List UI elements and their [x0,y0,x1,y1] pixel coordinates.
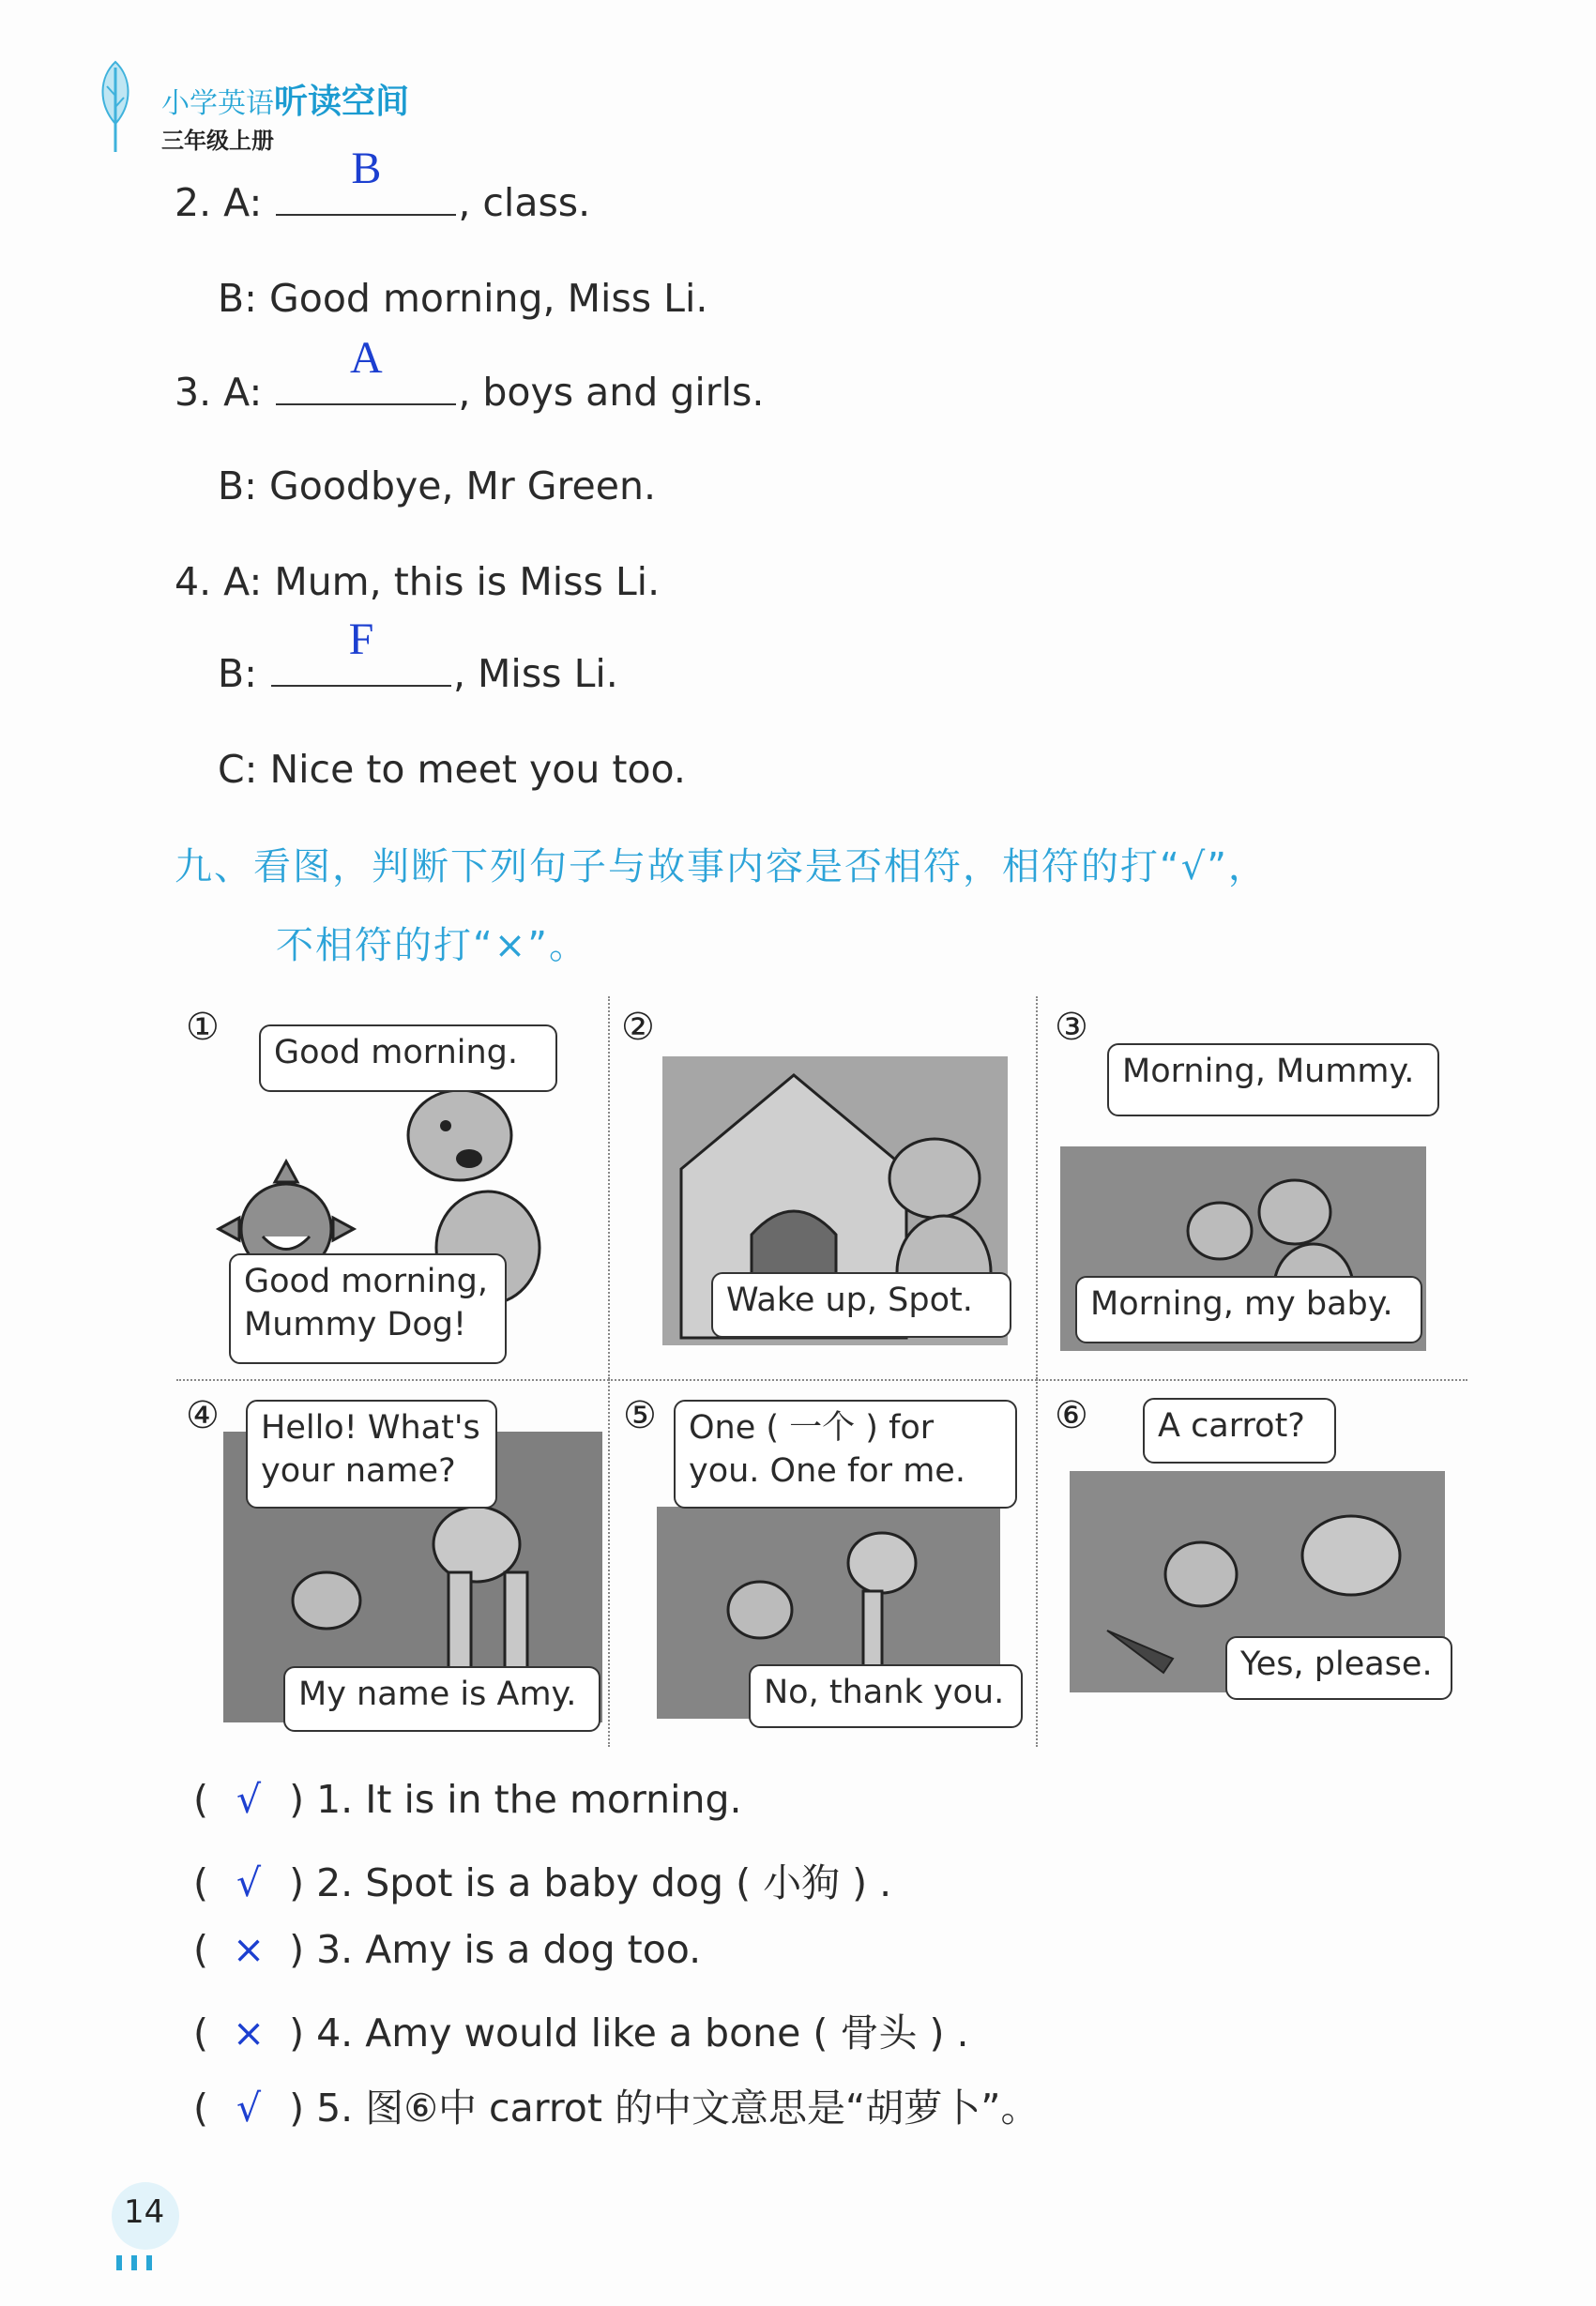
section-heading-line1: 九、看图，判断下列句子与故事内容是否相符，相符的打“√”， [175,845,1268,888]
grid-divider [608,1379,610,1747]
speech-bubble: Yes, please. [1225,1636,1452,1700]
speech-bubble: A carrot? [1143,1398,1336,1464]
judgment-mark[interactable]: √ [236,1860,262,1905]
dialogue-prefix: 3. A: [175,370,275,415]
leaf-logo-icon [94,58,137,156]
judgment-text: 3. Amy is a dog too. [316,1927,702,1972]
speech-bubble: Wake up, Spot. [711,1272,1011,1338]
panel-number: ① [186,1006,220,1049]
speech-bubble: Morning, my baby. [1075,1276,1422,1343]
panel-number: ⑥ [1055,1394,1088,1437]
speech-bubble: Good morning. [259,1024,557,1092]
dialogue-4b [218,614,618,696]
speech-bubble: Good morning, Mummy Dog! [229,1253,507,1364]
answer-blank[interactable] [276,333,456,405]
judgment-item: ( √ ) 1. It is in the morning. [193,1777,742,1822]
dialogue-prefix: 2. A: [175,180,275,225]
speech-bubble: My name is Amy. [283,1666,600,1732]
judgment-item: ( × ) 4. Amy would like a bone ( 骨头 ) . [193,2010,969,2056]
brand-title [161,75,409,123]
panel-number: ② [621,1006,655,1049]
grid-divider [176,1379,1467,1381]
judgment-mark[interactable]: × [232,2010,266,2056]
dialogue-2b: B: Good morning, Miss Li. [218,276,708,321]
brand-small: 小学英语 [161,87,274,120]
speech-bubble: Morning, Mummy. [1107,1043,1439,1116]
speech-bubble: Hello! What's your name? [246,1400,497,1509]
judgment-item: ( √ ) 5. 图⑥中 carrot 的中文意思是“胡萝卜”。 [193,2086,1040,2131]
judgment-item: ( √ ) 2. Spot is a baby dog ( 小狗 ) . [193,1860,892,1905]
page-number: 14 [124,2193,165,2231]
speech-bubble: One ( 一个 ) for you. One for me. [674,1400,1017,1509]
section-heading-line2: 不相符的打“×”。 [276,924,588,967]
dialogue-suffix: , class. [458,180,591,225]
judgment-text: 1. It is in the morning. [316,1777,742,1822]
dialogue-suffix: , boys and girls. [458,370,765,415]
panel-number: ⑤ [623,1394,657,1437]
answer-text: A [349,333,383,383]
dialogue-3b: B: Goodbye, Mr Green. [218,463,656,508]
grade-label: 三年级上册 [161,128,274,154]
answer-blank[interactable] [271,614,451,687]
panel-number: ④ [186,1394,220,1437]
dialogue-2a [175,144,591,225]
answer-text: B [351,144,382,193]
panel-number: ③ [1055,1006,1088,1049]
answer-blank[interactable] [276,144,456,216]
grid-divider [608,996,610,1379]
judgment-item: ( × ) 3. Amy is a dog too. [193,1927,702,1972]
dialogue-suffix: , Miss Li. [452,651,618,696]
judgment-mark[interactable]: √ [236,2086,262,2131]
brand-big: 听读空间 [274,83,410,121]
dialogue-4a: 4. A: Mum, this is Miss Li. [175,559,661,604]
grid-divider [1036,1379,1038,1747]
judgment-text: 2. Spot is a baby dog ( 小狗 ) . [316,1860,892,1905]
dialogue-4c: C: Nice to meet you too. [218,747,686,792]
answer-text: F [348,614,374,664]
judgment-text: 5. 图⑥中 carrot 的中文意思是“胡萝卜”。 [316,2086,1040,2131]
judgment-text: 4. Amy would like a bone ( 骨头 ) . [316,2010,969,2056]
grid-divider [1036,996,1038,1379]
dialogue-prefix: B: [218,651,269,696]
dialogue-3a [175,333,765,415]
judgment-mark[interactable]: √ [236,1777,262,1822]
speech-bubble: No, thank you. [749,1664,1023,1728]
judgment-mark[interactable]: × [232,1927,266,1972]
